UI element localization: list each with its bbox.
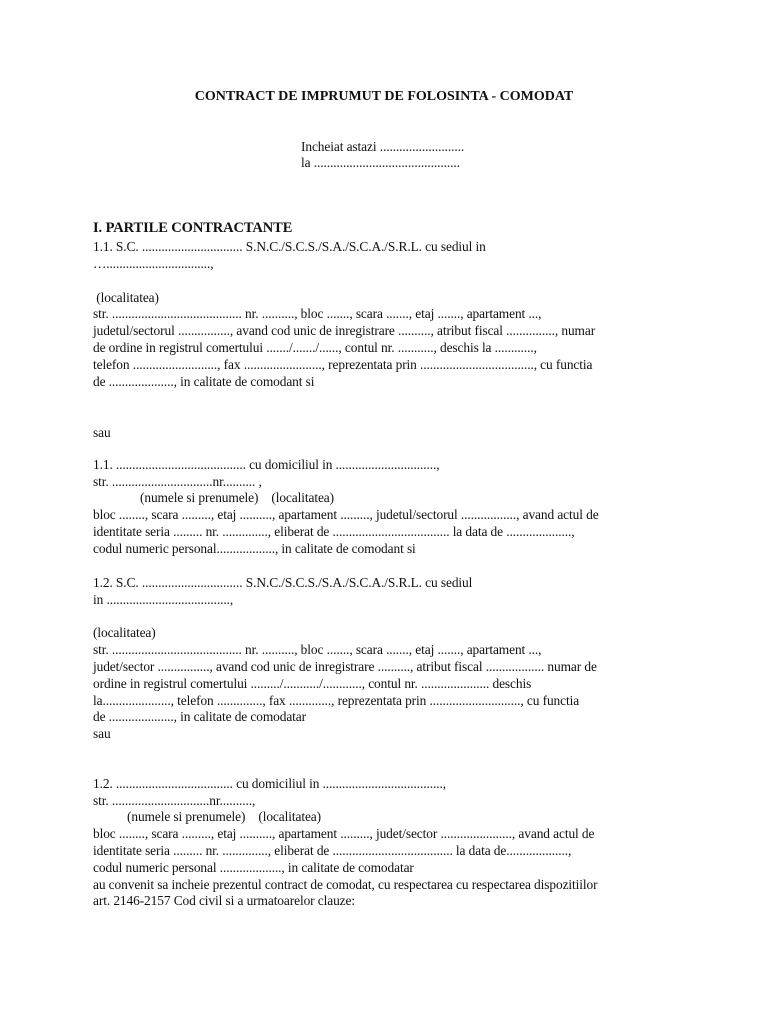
text-line: la....................., telefon .............., fax ............., reprezentata prin ............................, cu functia bbox=[93, 693, 580, 708]
text-line: str. ........................................ nr. .........., bloc ......., scara ......., etaj ......., apartament ..., bbox=[93, 642, 542, 657]
text-line: (localitatea) bbox=[93, 290, 159, 305]
text-line: identitate seria ......... nr. .............., eliberat de .................................... la data de ...................., bbox=[93, 524, 575, 539]
text-line: telefon .........................., fax ........................, reprezentata prin ..................................., cu functia bbox=[93, 357, 593, 372]
text-line: de ...................., in calitate de comodatar bbox=[93, 709, 306, 724]
text-line: (numele si prenumele) (localitatea) bbox=[140, 490, 334, 505]
text-line: (numele si prenumele) (localitatea) bbox=[127, 809, 321, 824]
text-line: codul numeric personal ..................., in calitate de comodatar bbox=[93, 860, 414, 875]
text-line: de ordine in registrul comertului ......./......./......, contul nr. ..........., deschis la ............, bbox=[93, 340, 537, 355]
text-line: 1.1. S.C. ............................... S.N.C./S.C.S./S.A./S.C.A./S.R.L. cu sediul in bbox=[93, 239, 486, 254]
text-line: judetul/sectorul ................, avand cod unic de inregistrare .........., atribut fiscal ..............., numar bbox=[93, 323, 596, 338]
section-heading: I. PARTILE CONTRACTANTE bbox=[93, 220, 293, 236]
concluded-place-line: la ............................................. bbox=[301, 155, 460, 170]
text-line: 1.2. .................................... cu domiciliul in ....................................., bbox=[93, 776, 446, 791]
text-line: bloc ........, scara ........., etaj .........., apartament ........., judet/sector ......................, avand actul de bbox=[93, 826, 595, 841]
text-line: ordine in registrul comertului ........./.........../............, contul nr. ..................... deschis bbox=[93, 676, 532, 691]
text-line: str. ........................................ nr. .........., bloc ......., scara ......., etaj ......., apartament ..., bbox=[93, 306, 542, 321]
text-line: (localitatea) bbox=[93, 625, 156, 640]
text-line: de ...................., in calitate de comodant si bbox=[93, 374, 315, 389]
text-line: sau bbox=[93, 726, 111, 741]
text-line: art. 2146-2157 Cod civil si a urmatoarelor clauze: bbox=[93, 893, 355, 908]
text-line: codul numeric personal.................., in calitate de comodant si bbox=[93, 541, 416, 556]
text-line: identitate seria ......... nr. .............., eliberat de ..................................... la data de..................., bbox=[93, 843, 572, 858]
text-line: au convenit sa incheie prezentul contract de comodat, cu respectarea cu respectarea dispozitiilor bbox=[93, 877, 598, 892]
text-line: 1.1. ........................................ cu domiciliul in ..............................., bbox=[93, 457, 440, 472]
text-line: str. ..............................nr.........., bbox=[93, 793, 256, 808]
text-line: …................................, bbox=[93, 256, 214, 271]
text-line: str. ...............................nr.......... , bbox=[93, 474, 262, 489]
text-line: in ......................................, bbox=[93, 592, 234, 607]
text-line: judet/sector ................, avand cod unic de inregistrare .........., atribut fiscal .................. numar de bbox=[93, 659, 597, 674]
document-title: CONTRACT DE IMPRUMUT DE FOLOSINTA - COMODAT bbox=[194, 89, 574, 104]
text-line: 1.2. S.C. ............................... S.N.C./S.C.S./S.A./S.C.A./S.R.L. cu sediul bbox=[93, 575, 473, 590]
concluded-date-line: Incheiat astazi .......................... bbox=[301, 139, 465, 154]
text-line: sau bbox=[93, 425, 111, 440]
text-line: bloc ........, scara ........., etaj .........., apartament ........., judetul/sectorul ................., avand actul de bbox=[93, 507, 599, 522]
